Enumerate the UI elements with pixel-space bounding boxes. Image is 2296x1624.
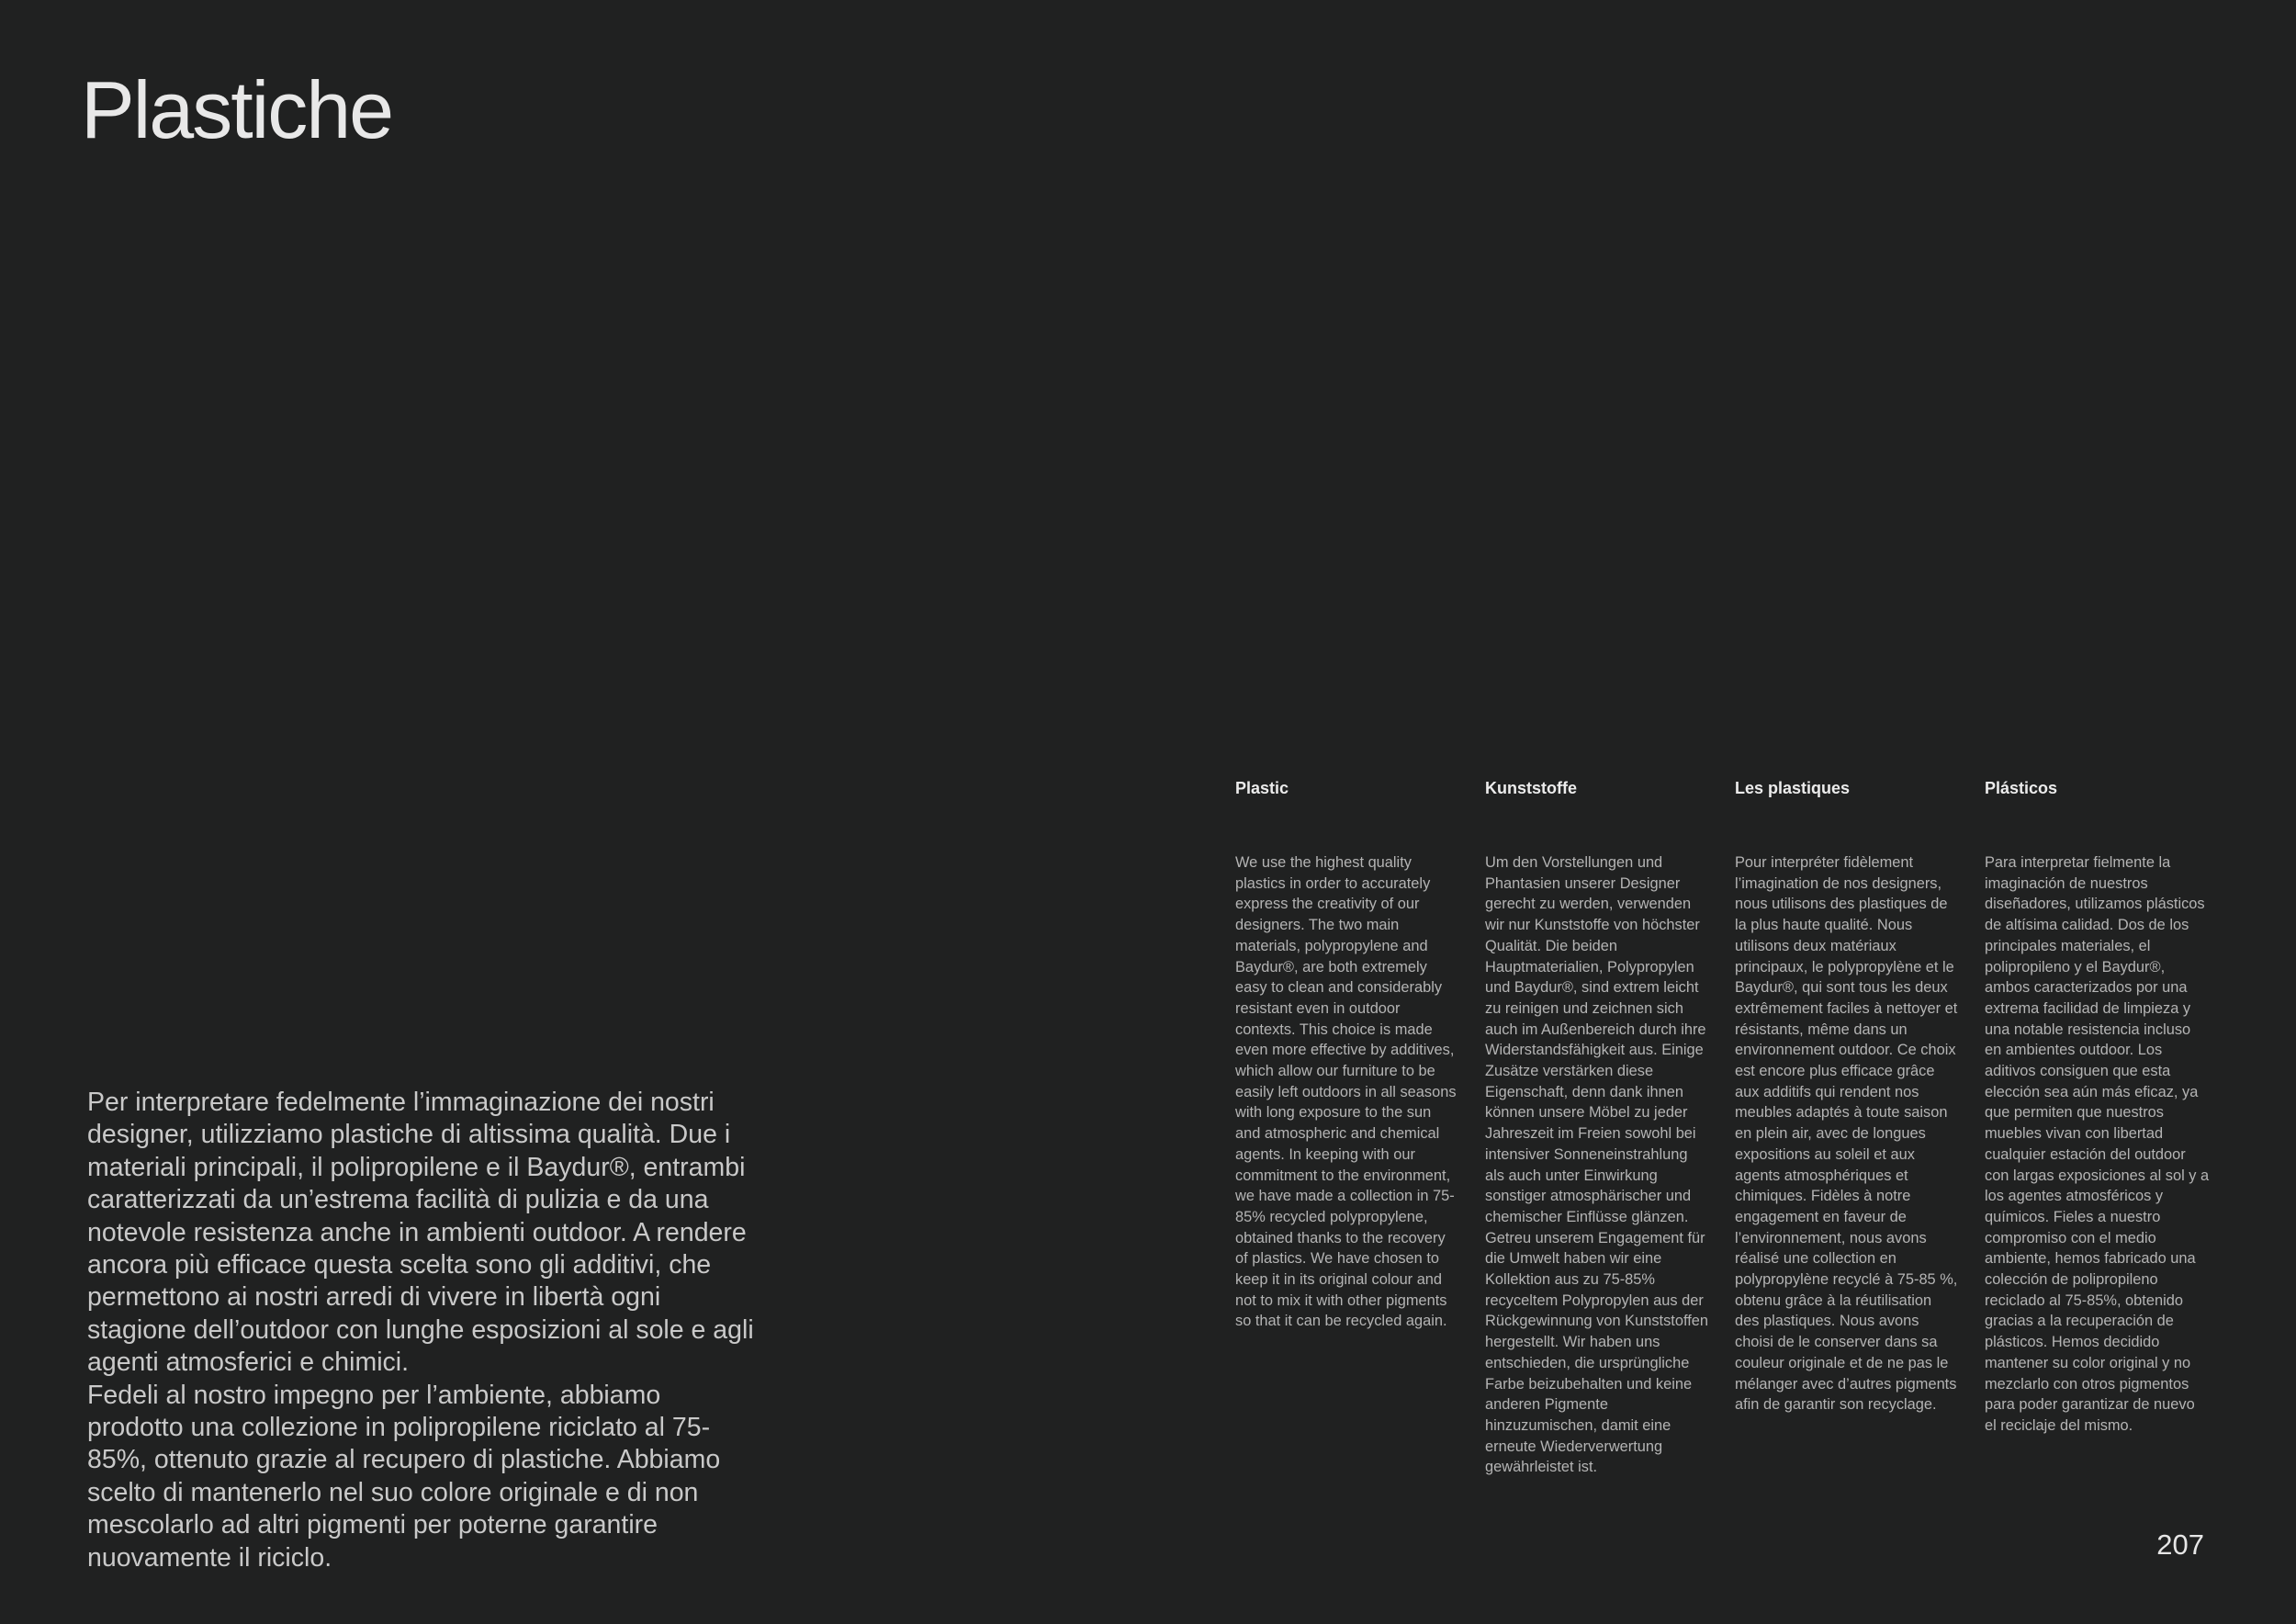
- column-heading: Kunststoffe: [1485, 779, 1577, 797]
- intro-text: [87, 1087, 758, 1574]
- column-body: We use the highest quality plastics in order to accurately express the creativity of our designers. The two main materials, polypropylene and Baydur®, are both extremely easy to clean and considerably resistant even in outdoor contexts. This choice is made even more effective by additives, which allow our furniture to be easily left outdoors in all seasons with long exposure to the sun and atmospheric and chemical agents. In keeping with our commitment to the environment, we have made a collection in 75-85% recycled polypropylene, obtained thanks to the recovery of plastics. We have chosen to keep it in its original colour and not to mix it with other pigments so that it can be recycled again.: [1235, 854, 1457, 1330]
- column-spanish: [1985, 777, 2210, 1434]
- intro-paragraph-1: Per interpretare fedelmente l’immaginazione dei nostri designer, utilizziamo plastiche di altissima qualità. Due i materiali principali, il polipropilene e il Baydur®, entrambi caratterizzati da un’estrema facilità di pulizia e da una notevole resistenza anche in ambienti outdoor. A rendere ancora più efficace questa scelta sono gli additivi, che permettono ai nostri arredi di vivere in libertà ogni stagione dell’outdoor con lunghe esposizioni al sole e agli agenti atmosferici e chimici.: [87, 1088, 754, 1378]
- column-french: [1735, 777, 1960, 1414]
- page-number: 207: [2156, 1528, 2204, 1561]
- column-heading: Les plastiques: [1735, 779, 1851, 797]
- column-heading: Plásticos: [1985, 779, 2058, 797]
- column-body: Pour interpréter fidèlement l’imagination de nos designers, nous utilisons des plastiques de la plus haute qualité. Nous utilisons deux matériaux principaux, le polypropylène et le Baydur®, qui sont tous les deux extrêmement faciles à nettoyer et résistants, même dans un environnement outdoor. Ce choix est encore plus efficace grâce aux additifs qui rendent nos meubles adaptés à toute saison en plein air, avec de longues expositions au soleil et aux agents atmosphériques et chimiques. Fidèles à notre engagement en faveur de l’environnement, nous avons réalisé une collection en polypropylène recyclé à 75-85 %, obtenu grâce à la réutilisation des plastiques. Nous avons choisi de le conserver dans sa couleur originale et de ne pas le mélanger avec d’autres pigments afin de garantir son recyclage.: [1735, 854, 1958, 1414]
- column-heading: Plastic: [1235, 779, 1289, 797]
- column-english: [1235, 777, 1460, 1330]
- page-title: Plastiche: [81, 64, 393, 155]
- intro-paragraph-2: Fedeli al nostro impegno per l’ambiente, abbiamo prodotto una collezione in polipropilene riciclato al 75-85%, ottenuto grazie al recupero di plastiche. Abbiamo scelto di mantenerlo nel suo colore originale e di non mescolarlo ad altri pigmenti per poterne garantire nuovamente il riciclo.: [87, 1380, 721, 1573]
- column-german: [1485, 777, 1710, 1476]
- column-body: Para interpretar fielmente la imaginación de nuestros diseñadores, utilizamos plásticos de altísima calidad. Dos de los principales materiales, el polipropileno y el Baydur®, ambos caracterizados por una extrema facilidad de limpieza y una notable resistencia incluso en ambientes outdoor. Los aditivos consiguen que esta elección sea aún más eficaz, ya que permiten que nuestros muebles vivan con libertad cualquier estación del outdoor con largas exposiciones al sol y a los agentes atmosféricos y químicos. Fieles a nuestro compromiso con el medio ambiente, hemos fabricado una colección de polipropileno reciclado al 75-85%, obtenido gracias a la recuperación de plásticos. Hemos decidido mantener su color original y no mezclarlo con otros pigmentos para poder garantizar de nuevo el reciclaje del mismo.: [1985, 854, 2210, 1434]
- translation-columns: [1235, 777, 2209, 1558]
- column-body: Um den Vorstellungen und Phantasien unserer Designer gerecht zu werden, verwenden wir nur Kunststoffe von höchster Qualität. Die beiden Hauptmaterialien, Polypropylen und Baydur®, sind extrem leicht zu reinigen und zeichnen sich auch im Außenbereich durch ihre Widerstandsfähigkeit aus. Einige Zusätze verstärken diese Eigenschaft, denn dank ihnen können unsere Möbel zu jeder Jahreszeit im Freien sowohl bei intensiver Sonneneinstrahlung als auch unter Einwirkung sonstiger atmosphärischer und chemischer Einflüsse glänzen. Getreu unserem Engagement für die Umwelt haben wir eine Kollektion aus zu 75-85% recyceltem Polypropylen aus der Rückgewinnung von Kunststoffen hergestellt. Wir haben uns entschieden, die ursprüngliche Farbe beizubehalten und keine anderen Pigmente hinzuzumischen, damit eine erneute Wiederverwertung gewährleistet ist.: [1485, 854, 1708, 1476]
